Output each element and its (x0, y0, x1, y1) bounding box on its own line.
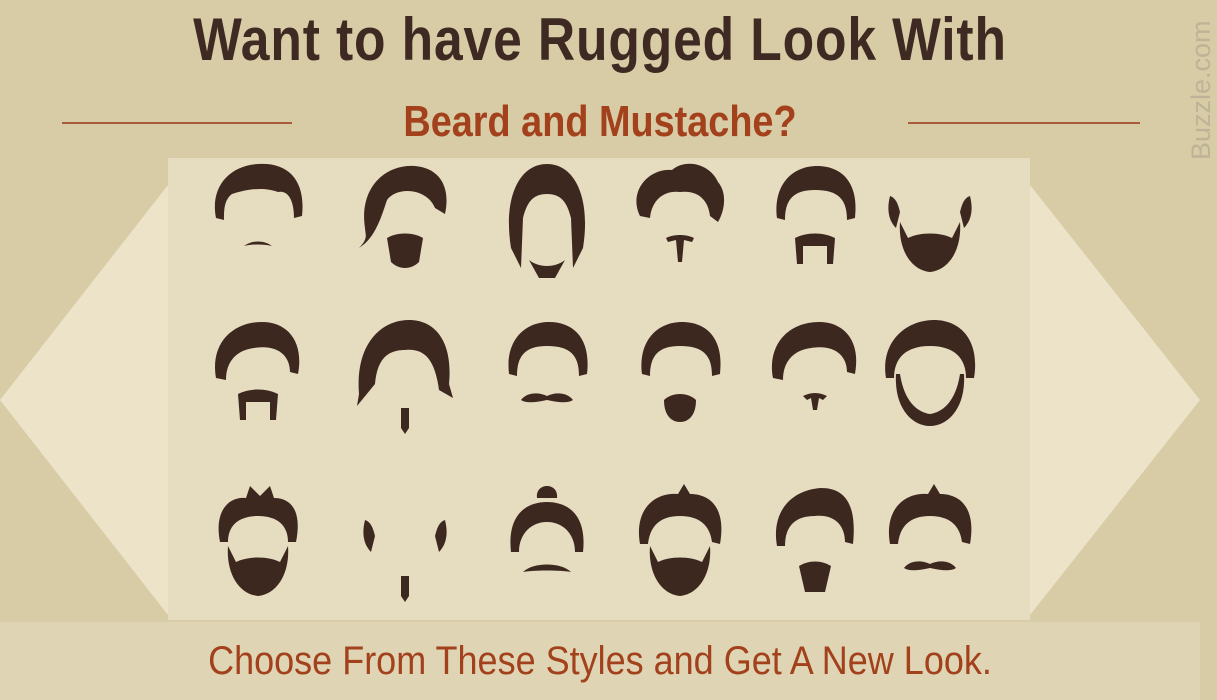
style-side-hair-thin-goatee (772, 322, 856, 410)
hair-wavy (215, 164, 303, 220)
hair-short (641, 322, 720, 376)
hair-shaggy (357, 320, 453, 406)
hair-side (215, 322, 299, 380)
hair-quiff (776, 488, 854, 546)
style-spiky-hair-full-beard (219, 486, 298, 596)
style-bald-soul-patch (363, 520, 446, 602)
hair-long (509, 164, 585, 268)
hair-messy (639, 484, 721, 544)
hair-bald (363, 520, 446, 552)
facial-hair-full-beard (650, 546, 710, 596)
facial-hair-full-beard (228, 546, 288, 596)
style-short-hair-circle-beard (641, 322, 720, 422)
facial-hair-full-beard (900, 222, 960, 272)
style-messy-hair-curled-mustache (889, 484, 971, 570)
facial-hair-curled-mustache (521, 393, 573, 402)
facial-hair-thin-goatee (803, 393, 827, 410)
facial-hair-soul-patch (401, 576, 409, 602)
hair-side (772, 322, 856, 380)
style-topknot-long-mustache (510, 486, 583, 572)
page-title: Want to have Rugged Look With (193, 6, 1007, 73)
facial-hair-chin-strap (896, 374, 964, 426)
style-short-hair-curled-mustache (508, 322, 587, 402)
style-swept-hair-goatee (359, 166, 447, 268)
subtitle: Beard and Mustache? (403, 97, 797, 146)
facial-hair-long-mustache (523, 565, 571, 573)
hair-messy (889, 484, 971, 544)
style-full-hair-chin-strap (885, 320, 975, 426)
style-wavy-hair-thin-mustache (215, 164, 303, 246)
facial-hair-thin-mustache (244, 242, 272, 247)
watermark: Buzzle.com (1186, 20, 1216, 160)
facial-hair-chin-beard (529, 260, 565, 278)
hair-topknot (510, 486, 583, 552)
hair-spiky (219, 486, 298, 542)
style-side-hair-horseshoe (215, 322, 299, 420)
style-curly-hair-mustache-soul-patch (636, 164, 724, 262)
facial-hair-horseshoe-thin (666, 235, 694, 262)
facial-hair-horseshoe (238, 390, 278, 421)
hair-short (776, 166, 855, 220)
facial-hair-curled-mustache (904, 561, 956, 570)
facial-hair-soul-patch (401, 408, 409, 434)
style-shaggy-hair-soul-patch (357, 320, 453, 434)
footer-text: Choose From These Styles and Get A New Look. (208, 639, 992, 683)
facial-hair-horseshoe (795, 234, 835, 265)
facial-hair-circle-beard (664, 394, 696, 422)
facial-hair-goatee (799, 562, 831, 593)
facial-hair-full-goatee (387, 234, 423, 269)
style-messy-hair-full-beard (639, 484, 721, 596)
style-quiff-hair-goatee (776, 488, 854, 592)
style-bald-full-beard (888, 196, 971, 272)
hair-curly (636, 164, 724, 222)
hair-bald (888, 196, 971, 228)
style-long-hair-chin-beard (509, 164, 585, 278)
style-short-hair-horseshoe (776, 166, 855, 264)
hair-full (885, 320, 975, 378)
hair-short (508, 322, 587, 376)
